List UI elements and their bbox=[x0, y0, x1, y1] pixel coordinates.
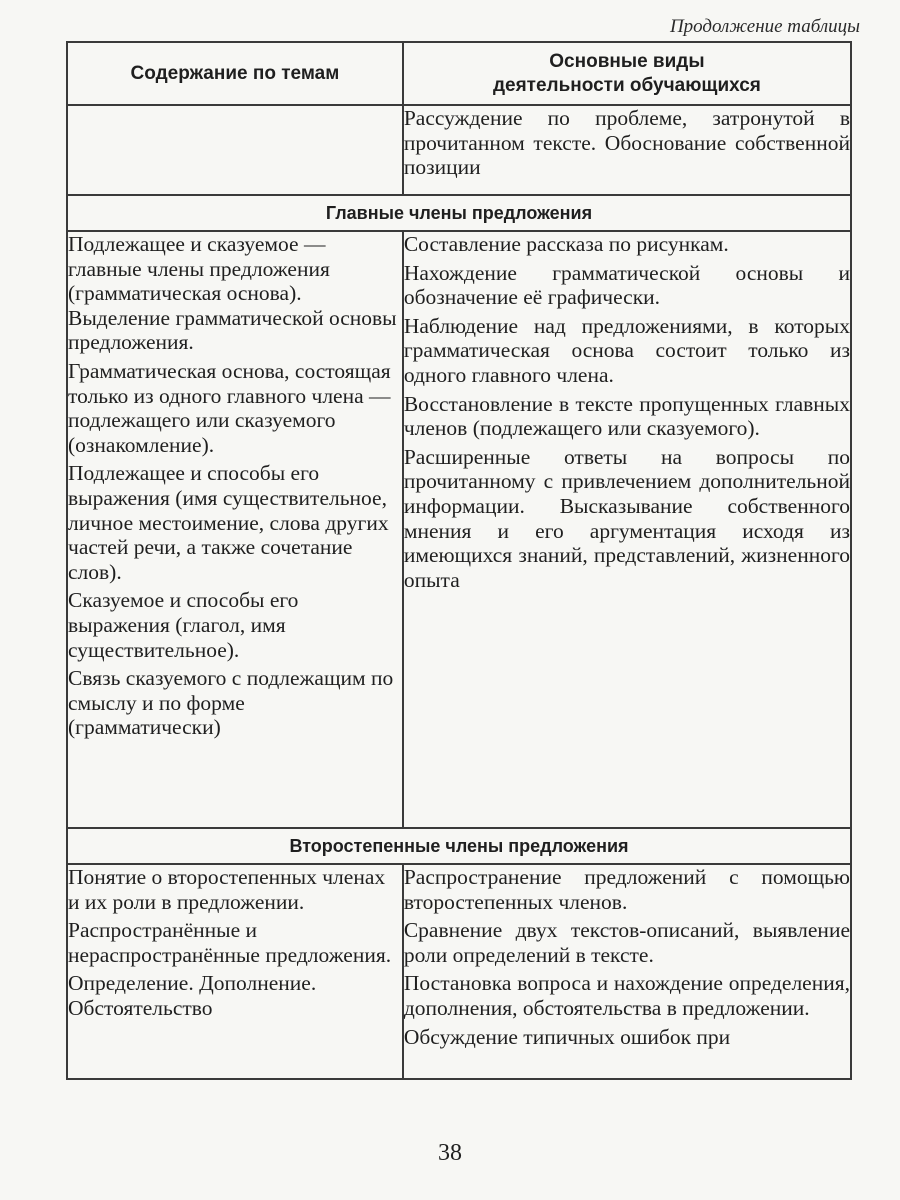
activity-paragraph: Нахождение грамматической основы и обозначение её графически. bbox=[403, 260, 850, 310]
curriculum-table bbox=[66, 41, 852, 1080]
content-paragraph: Распространённые и нераспространённые предложения. bbox=[68, 918, 392, 967]
activity-paragraph: Наблюдение над предложениями, в которых грамматическая основа состоит только из одного главного члена. bbox=[403, 313, 850, 387]
section-title-secondary-members: Второстепенные члены предложения bbox=[67, 828, 851, 864]
secondary-members-activity-cell bbox=[403, 864, 851, 1079]
content-paragraph: Грамматическая основа, состоящая только из одного главного члена — подлежащего или сказуемого (ознакомление). bbox=[68, 358, 391, 457]
activity-paragraph: Расширенные ответы на вопросы по прочитанному с привлечением дополнительной информации. Высказывание собственного мнения и его аргументация исходя из имеющихся знаний, представлений, жизненного опыта bbox=[403, 444, 850, 592]
content-paragraph: Подлежащее и способы его выражения (имя существительное, личное местоимение, слова других частей речи, а также сочетание слов). bbox=[68, 461, 389, 584]
activity-paragraph: Обсуждение типичных ошибок при bbox=[403, 1024, 731, 1049]
page-number: 38 bbox=[438, 1140, 462, 1166]
content-paragraph: Понятие о второстепенных членах и их роли в предложении. bbox=[68, 865, 386, 914]
intro-right-paragraph: Рассуждение по проблеме, затронутой в прочитанном тексте. Обоснование собственной позиции bbox=[403, 106, 850, 180]
header-content-by-topic: Содержание по темам bbox=[67, 42, 403, 105]
section-row bbox=[67, 195, 851, 231]
table-header-row bbox=[67, 42, 851, 105]
activity-paragraph: Постановка вопроса и нахождение определения, дополнения, обстоятельства в предложении. bbox=[403, 971, 850, 1020]
main-members-activity-cell bbox=[403, 231, 851, 828]
secondary-members-content-cell bbox=[67, 864, 403, 1079]
header-activity-line1: Основные виды bbox=[549, 50, 705, 72]
activity-paragraph: Сравнение двух текстов-описаний, выявление роли определений в тексте. bbox=[403, 918, 850, 967]
content-paragraph: Связь сказуемого с подлежащим по смыслу и по форме (грамматически) bbox=[68, 666, 394, 740]
running-head: Продолжение таблицы bbox=[669, 16, 860, 37]
header-activity-types bbox=[403, 42, 851, 105]
section-row bbox=[67, 828, 851, 864]
content-paragraph: Сказуемое и способы его выражения (глагол, имя существительное). bbox=[68, 588, 299, 662]
activity-paragraph: Восстановление в тексте пропущенных главных членов (подлежащего или сказуемого). bbox=[403, 391, 850, 441]
table-row bbox=[67, 231, 851, 828]
activity-paragraph: Составление рассказа по рисункам. bbox=[403, 232, 729, 256]
table-row bbox=[67, 105, 851, 195]
main-members-content-cell bbox=[67, 231, 403, 828]
header-activity-line2: деятельности обучающихся bbox=[492, 74, 761, 96]
section-title-main-members: Главные члены предложения bbox=[67, 195, 851, 231]
content-paragraph: Определение. Дополнение. Обстоятельство bbox=[68, 971, 317, 1020]
intro-left-cell bbox=[67, 105, 403, 195]
intro-right-cell bbox=[403, 105, 851, 195]
content-paragraph: Подлежащее и сказуемое — главные члены предложения (грамматическая основа). Выделение грамматической основы предложения. bbox=[68, 232, 397, 355]
activity-paragraph: Распространение предложений с помощью второстепенных членов. bbox=[403, 865, 850, 914]
table-row bbox=[67, 864, 851, 1079]
